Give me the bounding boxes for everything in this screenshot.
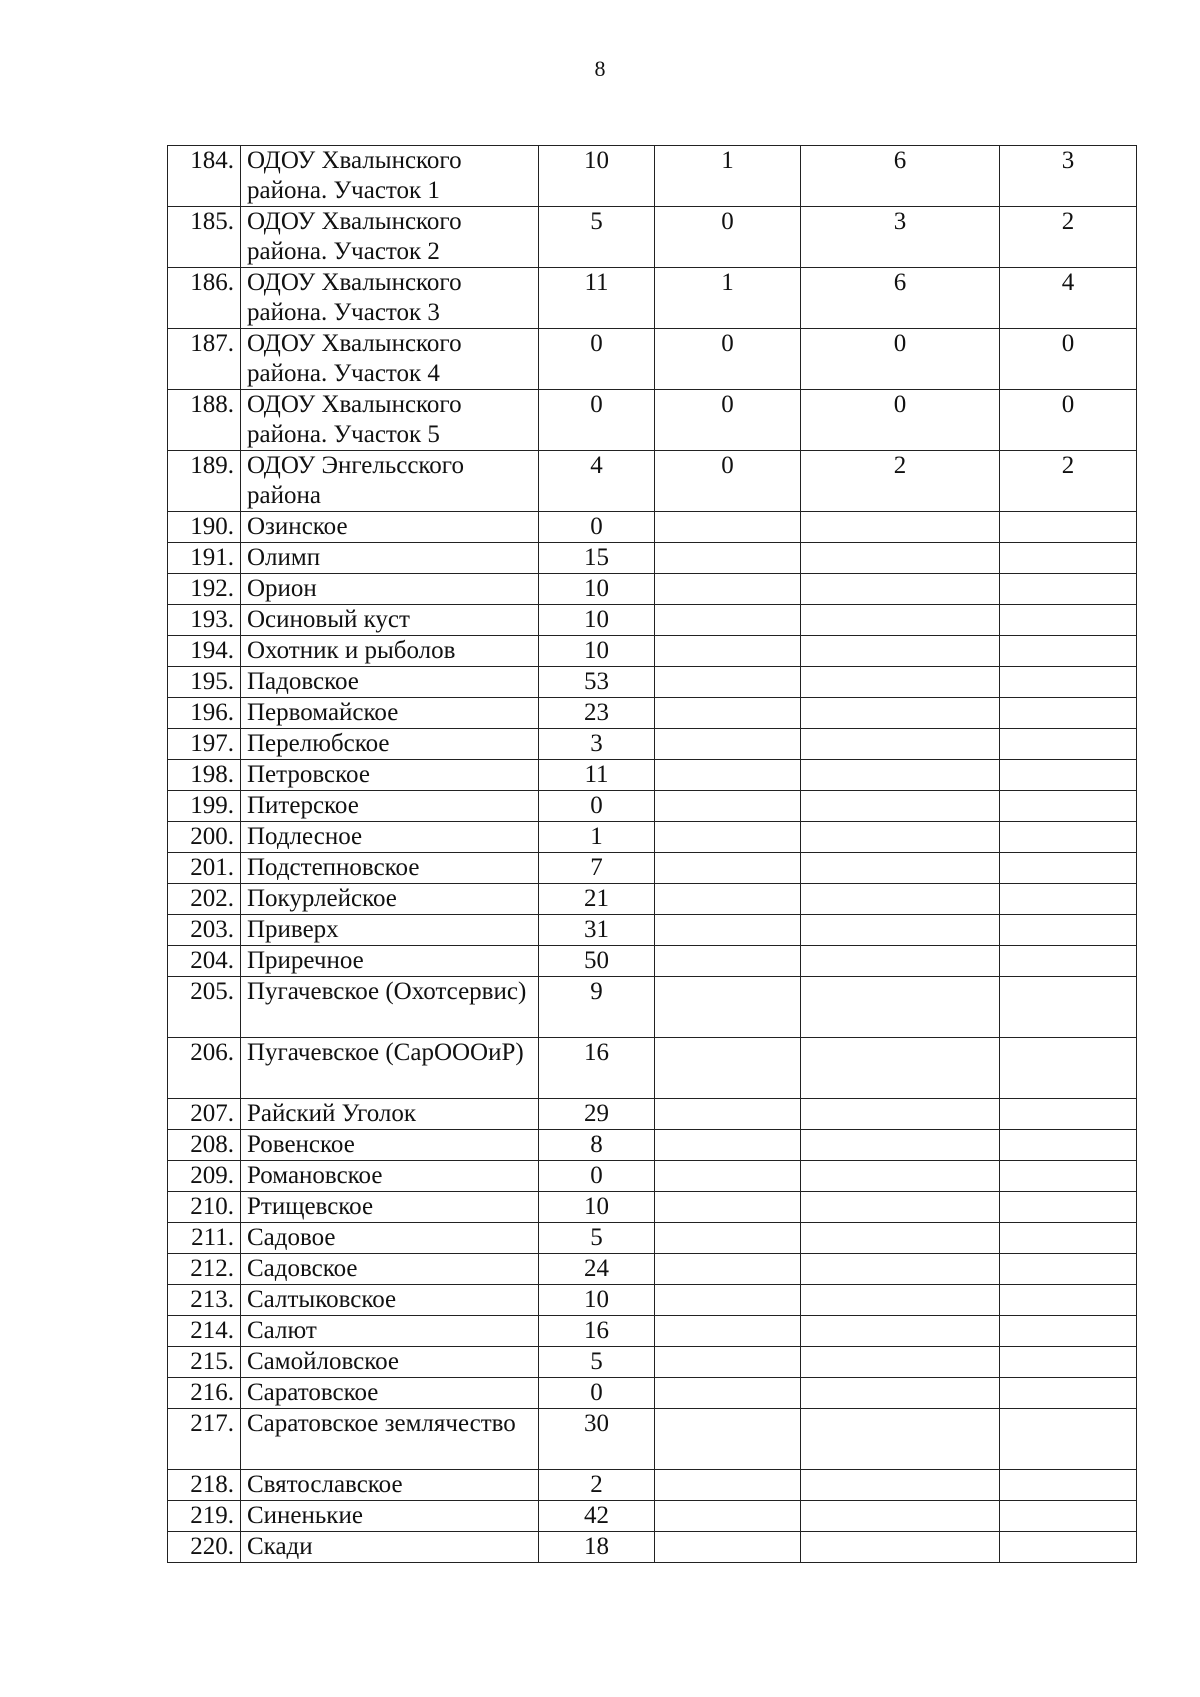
row-value-3	[801, 1038, 1000, 1099]
table-row	[168, 698, 1137, 729]
row-name: Синенькие	[241, 1501, 539, 1532]
row-value-3	[801, 915, 1000, 946]
row-value-1: 16	[539, 1316, 655, 1347]
row-value-1: 0	[539, 791, 655, 822]
row-value-2	[655, 1161, 801, 1192]
table-row	[168, 543, 1137, 574]
table-row	[168, 1099, 1137, 1130]
row-value-1: 10	[539, 574, 655, 605]
row-number: 188.	[168, 390, 241, 451]
row-value-3	[801, 977, 1000, 1038]
row-name: Пугачевское (СарОООиР)	[241, 1038, 539, 1099]
row-name: ОДОУ Энгельсского района	[241, 451, 539, 512]
row-value-2	[655, 946, 801, 977]
row-name: Приречное	[241, 946, 539, 977]
row-number: 219.	[168, 1501, 241, 1532]
row-name: Святославское	[241, 1470, 539, 1501]
table-row	[168, 884, 1137, 915]
row-number: 201.	[168, 853, 241, 884]
row-name: Охотник и рыболов	[241, 636, 539, 667]
row-value-3: 2	[801, 451, 1000, 512]
row-value-1: 15	[539, 543, 655, 574]
row-value-1: 29	[539, 1099, 655, 1130]
row-value-1: 0	[539, 1378, 655, 1409]
row-value-2	[655, 791, 801, 822]
row-value-3	[801, 1501, 1000, 1532]
row-number: 199.	[168, 791, 241, 822]
row-value-4	[1000, 1161, 1137, 1192]
row-value-4	[1000, 667, 1137, 698]
row-value-1: 21	[539, 884, 655, 915]
row-value-2: 0	[655, 207, 801, 268]
table-row	[168, 1501, 1137, 1532]
table-row	[168, 1161, 1137, 1192]
row-value-3	[801, 1161, 1000, 1192]
row-value-1: 1	[539, 822, 655, 853]
row-value-3	[801, 667, 1000, 698]
table-row	[168, 1285, 1137, 1316]
row-value-4	[1000, 791, 1137, 822]
row-value-1: 4	[539, 451, 655, 512]
row-name: Орион	[241, 574, 539, 605]
row-number: 214.	[168, 1316, 241, 1347]
row-value-3	[801, 1347, 1000, 1378]
row-number: 198.	[168, 760, 241, 791]
row-value-1: 7	[539, 853, 655, 884]
row-value-1: 50	[539, 946, 655, 977]
row-value-3	[801, 1409, 1000, 1470]
row-value-2	[655, 822, 801, 853]
row-value-2	[655, 636, 801, 667]
row-value-2	[655, 543, 801, 574]
row-value-3	[801, 1378, 1000, 1409]
row-number: 200.	[168, 822, 241, 853]
row-value-4	[1000, 1409, 1137, 1470]
row-value-4	[1000, 1192, 1137, 1223]
row-number: 194.	[168, 636, 241, 667]
row-name: ОДОУ Хвалынского района. Участок 1	[241, 146, 539, 207]
row-name: Покурлейское	[241, 884, 539, 915]
row-number: 206.	[168, 1038, 241, 1099]
row-value-2	[655, 512, 801, 543]
row-name: Падовское	[241, 667, 539, 698]
row-name: Петровское	[241, 760, 539, 791]
row-value-4	[1000, 636, 1137, 667]
row-value-4	[1000, 853, 1137, 884]
row-value-3: 0	[801, 390, 1000, 451]
table-row	[168, 667, 1137, 698]
table-row	[168, 729, 1137, 760]
table-row	[168, 1347, 1137, 1378]
row-value-4: 0	[1000, 329, 1137, 390]
row-value-2	[655, 1470, 801, 1501]
table-row	[168, 605, 1137, 636]
row-value-1: 0	[539, 390, 655, 451]
row-name: Самойловское	[241, 1347, 539, 1378]
row-value-3: 6	[801, 146, 1000, 207]
table-row	[168, 1254, 1137, 1285]
table-row	[168, 822, 1137, 853]
row-name: Олимп	[241, 543, 539, 574]
row-value-2	[655, 977, 801, 1038]
row-value-4	[1000, 822, 1137, 853]
row-value-3	[801, 1130, 1000, 1161]
row-value-2	[655, 574, 801, 605]
table-row	[168, 1130, 1137, 1161]
row-number: 185.	[168, 207, 241, 268]
row-number: 216.	[168, 1378, 241, 1409]
row-value-2	[655, 1347, 801, 1378]
row-value-4	[1000, 1347, 1137, 1378]
row-value-2: 0	[655, 329, 801, 390]
row-number: 191.	[168, 543, 241, 574]
row-name: Первомайское	[241, 698, 539, 729]
row-value-4	[1000, 698, 1137, 729]
table-row	[168, 853, 1137, 884]
row-value-4: 4	[1000, 268, 1137, 329]
row-name: Приверх	[241, 915, 539, 946]
row-value-1: 10	[539, 146, 655, 207]
table-row	[168, 1223, 1137, 1254]
table-row	[168, 946, 1137, 977]
row-value-1: 16	[539, 1038, 655, 1099]
row-value-2	[655, 1316, 801, 1347]
table-row	[168, 977, 1137, 1038]
row-value-1: 0	[539, 1161, 655, 1192]
row-value-2: 1	[655, 268, 801, 329]
table-row	[168, 268, 1137, 329]
row-value-4	[1000, 1099, 1137, 1130]
row-value-3	[801, 574, 1000, 605]
row-value-3	[801, 853, 1000, 884]
row-number: 192.	[168, 574, 241, 605]
table-row	[168, 636, 1137, 667]
row-value-1: 0	[539, 329, 655, 390]
row-number: 215.	[168, 1347, 241, 1378]
row-value-4	[1000, 574, 1137, 605]
row-value-3: 0	[801, 329, 1000, 390]
row-value-2	[655, 1285, 801, 1316]
table-body	[168, 146, 1137, 1563]
row-value-1: 3	[539, 729, 655, 760]
table-row	[168, 207, 1137, 268]
row-value-2: 1	[655, 146, 801, 207]
row-value-2	[655, 1254, 801, 1285]
row-number: 209.	[168, 1161, 241, 1192]
row-value-1: 10	[539, 636, 655, 667]
row-value-2	[655, 1409, 801, 1470]
row-value-3	[801, 636, 1000, 667]
row-value-4	[1000, 1316, 1137, 1347]
row-value-2	[655, 729, 801, 760]
row-name: Подлесное	[241, 822, 539, 853]
row-value-3	[801, 1099, 1000, 1130]
row-value-2	[655, 1501, 801, 1532]
row-name: Питерское	[241, 791, 539, 822]
row-name: Саратовское	[241, 1378, 539, 1409]
row-value-3	[801, 1316, 1000, 1347]
row-value-2	[655, 1532, 801, 1563]
table-row	[168, 146, 1137, 207]
row-value-1: 2	[539, 1470, 655, 1501]
row-number: 217.	[168, 1409, 241, 1470]
row-value-4	[1000, 1501, 1137, 1532]
row-value-3	[801, 729, 1000, 760]
row-number: 195.	[168, 667, 241, 698]
row-value-2	[655, 853, 801, 884]
row-name: Садовское	[241, 1254, 539, 1285]
table-row	[168, 1316, 1137, 1347]
row-value-3	[801, 946, 1000, 977]
row-value-1: 10	[539, 1192, 655, 1223]
row-name: Подстепновское	[241, 853, 539, 884]
table-row	[168, 1378, 1137, 1409]
data-table	[167, 145, 1137, 1563]
row-value-2	[655, 698, 801, 729]
row-number: 205.	[168, 977, 241, 1038]
row-value-4	[1000, 946, 1137, 977]
row-name: ОДОУ Хвалынского района. Участок 5	[241, 390, 539, 451]
row-value-1: 5	[539, 1347, 655, 1378]
table-row	[168, 791, 1137, 822]
row-value-2	[655, 884, 801, 915]
row-value-3	[801, 1532, 1000, 1563]
row-name: Скади	[241, 1532, 539, 1563]
table-row	[168, 1532, 1137, 1563]
row-value-3	[801, 884, 1000, 915]
row-number: 187.	[168, 329, 241, 390]
row-value-1: 23	[539, 698, 655, 729]
row-number: 189.	[168, 451, 241, 512]
row-number: 196.	[168, 698, 241, 729]
row-number: 204.	[168, 946, 241, 977]
row-name: Саратовское землячество	[241, 1409, 539, 1470]
table-row	[168, 1038, 1137, 1099]
row-name: Озинское	[241, 512, 539, 543]
table-row	[168, 574, 1137, 605]
row-value-4	[1000, 977, 1137, 1038]
table-row	[168, 1409, 1137, 1470]
row-value-2	[655, 915, 801, 946]
row-value-4	[1000, 605, 1137, 636]
row-name: Пугачевское (Охотсервис)	[241, 977, 539, 1038]
row-value-1: 10	[539, 1285, 655, 1316]
row-value-2: 0	[655, 390, 801, 451]
row-number: 211.	[168, 1223, 241, 1254]
row-value-4	[1000, 1130, 1137, 1161]
table-row	[168, 760, 1137, 791]
row-name: Садовое	[241, 1223, 539, 1254]
row-value-4	[1000, 729, 1137, 760]
row-value-1: 53	[539, 667, 655, 698]
row-value-4: 0	[1000, 390, 1137, 451]
row-value-1: 5	[539, 1223, 655, 1254]
row-value-2	[655, 1099, 801, 1130]
row-value-4	[1000, 1378, 1137, 1409]
row-value-1: 8	[539, 1130, 655, 1161]
row-value-3: 6	[801, 268, 1000, 329]
row-value-2	[655, 1038, 801, 1099]
row-number: 207.	[168, 1099, 241, 1130]
table-row	[168, 390, 1137, 451]
row-number: 184.	[168, 146, 241, 207]
row-value-1: 5	[539, 207, 655, 268]
row-value-2	[655, 1130, 801, 1161]
row-value-4	[1000, 1285, 1137, 1316]
row-value-4	[1000, 1470, 1137, 1501]
row-value-1: 11	[539, 268, 655, 329]
row-number: 197.	[168, 729, 241, 760]
row-value-2	[655, 760, 801, 791]
row-value-4: 2	[1000, 451, 1137, 512]
row-name: Осиновый куст	[241, 605, 539, 636]
row-name: ОДОУ Хвалынского района. Участок 4	[241, 329, 539, 390]
row-value-4	[1000, 760, 1137, 791]
row-number: 208.	[168, 1130, 241, 1161]
table-row	[168, 451, 1137, 512]
row-number: 218.	[168, 1470, 241, 1501]
row-name: Ровенское	[241, 1130, 539, 1161]
row-value-2	[655, 1192, 801, 1223]
row-value-4	[1000, 543, 1137, 574]
row-value-1: 18	[539, 1532, 655, 1563]
row-value-1: 0	[539, 512, 655, 543]
row-value-3	[801, 605, 1000, 636]
row-value-1: 24	[539, 1254, 655, 1285]
row-name: Райский Уголок	[241, 1099, 539, 1130]
row-name: Салтыковское	[241, 1285, 539, 1316]
row-value-4	[1000, 1532, 1137, 1563]
row-value-1: 11	[539, 760, 655, 791]
row-value-3	[801, 791, 1000, 822]
row-number: 193.	[168, 605, 241, 636]
row-value-4	[1000, 1254, 1137, 1285]
row-value-1: 30	[539, 1409, 655, 1470]
row-number: 212.	[168, 1254, 241, 1285]
row-value-3	[801, 1470, 1000, 1501]
row-value-4	[1000, 884, 1137, 915]
row-value-1: 10	[539, 605, 655, 636]
row-name: Ртищевское	[241, 1192, 539, 1223]
row-name: ОДОУ Хвалынского района. Участок 3	[241, 268, 539, 329]
row-number: 186.	[168, 268, 241, 329]
row-value-3	[801, 512, 1000, 543]
row-value-3	[801, 1285, 1000, 1316]
table-row	[168, 1470, 1137, 1501]
row-value-4	[1000, 512, 1137, 543]
row-number: 213.	[168, 1285, 241, 1316]
row-value-2: 0	[655, 451, 801, 512]
row-number: 210.	[168, 1192, 241, 1223]
row-value-4	[1000, 915, 1137, 946]
row-number: 203.	[168, 915, 241, 946]
row-number: 220.	[168, 1532, 241, 1563]
page-number: 8	[594, 56, 606, 81]
table-row	[168, 1192, 1137, 1223]
row-name: Романовское	[241, 1161, 539, 1192]
row-value-3	[801, 543, 1000, 574]
row-value-4	[1000, 1223, 1137, 1254]
row-name: ОДОУ Хвалынского района. Участок 2	[241, 207, 539, 268]
row-value-3	[801, 1192, 1000, 1223]
row-name: Перелюбское	[241, 729, 539, 760]
row-number: 202.	[168, 884, 241, 915]
row-value-2	[655, 667, 801, 698]
row-number: 190.	[168, 512, 241, 543]
row-value-2	[655, 1378, 801, 1409]
row-value-3	[801, 1223, 1000, 1254]
row-value-4: 3	[1000, 146, 1137, 207]
table-row	[168, 915, 1137, 946]
row-value-4	[1000, 1038, 1137, 1099]
row-value-2	[655, 605, 801, 636]
row-value-3: 3	[801, 207, 1000, 268]
row-value-3	[801, 1254, 1000, 1285]
row-name: Салют	[241, 1316, 539, 1347]
row-value-1: 9	[539, 977, 655, 1038]
row-value-1: 31	[539, 915, 655, 946]
row-value-2	[655, 1223, 801, 1254]
row-value-3	[801, 760, 1000, 791]
row-value-1: 42	[539, 1501, 655, 1532]
table-row	[168, 512, 1137, 543]
table-row	[168, 329, 1137, 390]
row-value-3	[801, 698, 1000, 729]
row-value-3	[801, 822, 1000, 853]
row-value-4: 2	[1000, 207, 1137, 268]
